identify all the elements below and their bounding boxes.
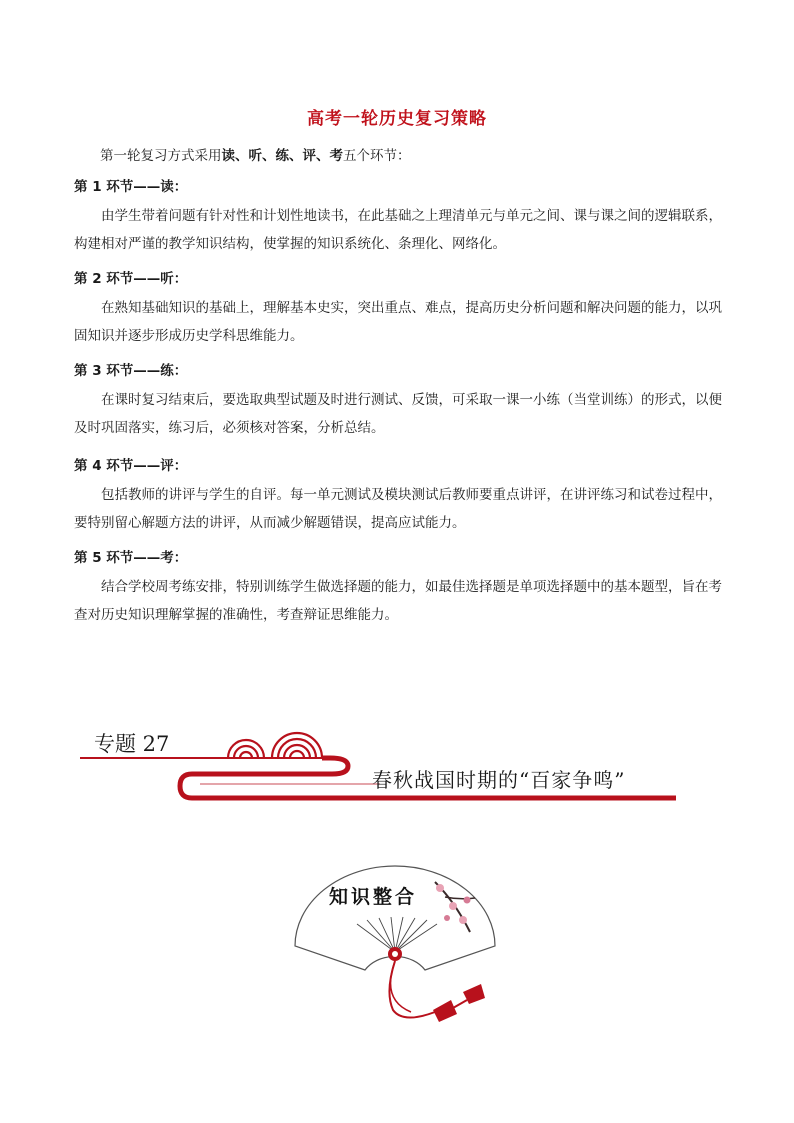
section-body: 包括教师的讲评与学生的自评。每一单元测试及模块测试后教师要重点讲评，在讲评练习和试卷过程中，要特别留心解题方法的讲评，从而减少解题错误，提高应试能力。 xyxy=(74,487,722,531)
page-title: 高考一轮历史复习策略 xyxy=(307,109,487,129)
section-heading: 第 5 环节——考： xyxy=(74,550,188,566)
concentric-arcs-icon xyxy=(228,733,322,758)
section-body: 在课时复习结束后，要选取典型试题及时进行测试、反馈，可采取一课一小练（当堂训练）的形式，以便及时巩固落实，练习后，必须核对答案，分析总结。 xyxy=(74,392,722,436)
topic-number: 专题 27 xyxy=(94,732,170,756)
section-3 xyxy=(74,360,724,442)
section-body: 在熟知基础知识的基础上，理解基本史实，突出重点、难点，提高历史分析问题和解决问题的能力，以巩固知识并逐步形成历史学科思维能力。 xyxy=(74,300,722,344)
section-5 xyxy=(74,547,724,629)
fan-illustration xyxy=(285,862,505,1030)
fan-label: 知识整合 xyxy=(329,886,418,908)
section-heading: 第 4 环节——评： xyxy=(74,458,188,474)
intro-line xyxy=(100,144,411,164)
section-2 xyxy=(74,268,724,350)
intro-prefix: 第一轮复习方式采用 xyxy=(100,148,222,164)
section-body: 由学生带着问题有针对性和计划性地读书，在此基础之上理清单元与单元之间、课与课之间的逻辑联系，构建相对严谨的教学知识结构，使掌握的知识系统化、条理化、网络化。 xyxy=(74,208,722,252)
intro-highlight: 读、听、练、评、考 xyxy=(221,148,343,164)
topic-title: 春秋战国时期的“百家争鸣” xyxy=(372,768,626,792)
intro-suffix: 五个环节： xyxy=(343,148,411,164)
section-body: 结合学校周考练安排，特别训练学生做选择题的能力，如最佳选择题是单项选择题中的基本题型，旨在考查对历史知识理解掌握的准确性，考查辩证思维能力。 xyxy=(74,579,722,623)
section-4 xyxy=(74,455,724,537)
section-heading: 第 3 环节——练： xyxy=(74,363,188,379)
topic-banner xyxy=(80,722,680,806)
tassel-icon xyxy=(433,984,485,1022)
section-heading: 第 1 环节——读： xyxy=(74,179,188,195)
section-heading: 第 2 环节——听： xyxy=(74,271,188,287)
section-1 xyxy=(74,176,724,258)
